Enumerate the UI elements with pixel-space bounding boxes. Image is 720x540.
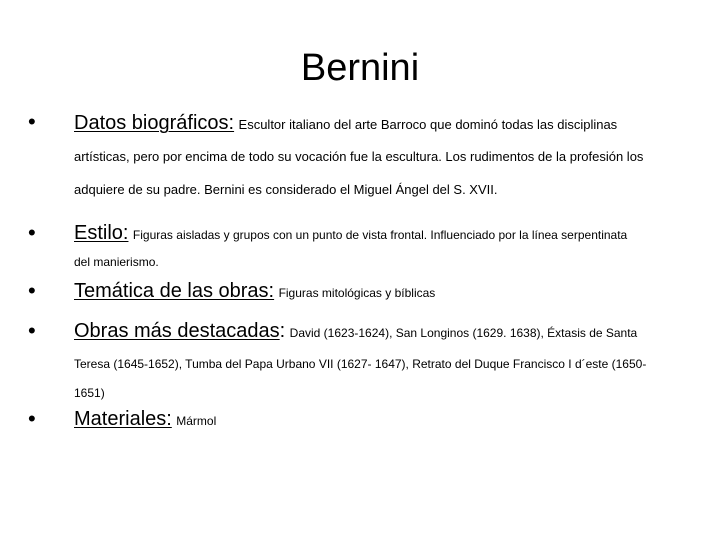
bullet-icon: • — [28, 109, 36, 134]
bullet-icon: • — [28, 406, 36, 431]
bullet-text-line: Figuras aisladas y grupos con un punto de vista frontal. Influenciado por la línea serpentinata — [132, 228, 628, 242]
bullet-text-line: David (1623-1624), San Longinos (1629. 1638), Éxtasis de Santa — [289, 326, 638, 340]
bullet-text-line: del manierismo. — [74, 255, 159, 269]
bullet-heading: Obras más destacadas — [74, 320, 280, 342]
bullet-heading: Materiales: — [74, 408, 172, 430]
bullet-icon: • — [28, 278, 36, 303]
bullet-text-line: Mármol — [176, 414, 217, 428]
bullet-text-line: artísticas, pero por encima de todo su vocación fue la escultura. Los rudimentos de la profesión los — [74, 149, 644, 164]
bullet-text-line: adquiere de su padre. Bernini es considerado el Miguel Ángel del S. XVII. — [74, 182, 498, 197]
bullet-datos-biograficos — [74, 108, 694, 206]
bullet-heading: Temática de las obras: — [74, 280, 275, 302]
bullet-tematica — [74, 276, 694, 308]
bullet-text-line: Teresa (1645-1652), Tumba del Papa Urbano VII (1627- 1647), Retrato del Duque Francisco I d´este (1650- — [74, 357, 647, 371]
bullet-estilo — [74, 218, 694, 274]
bullet-heading-colon: : — [279, 320, 286, 342]
bullet-icon: • — [28, 220, 36, 245]
bullet-icon: • — [28, 318, 36, 343]
slide-title: Bernini — [300, 47, 420, 89]
bullet-text-line: Escultor italiano del arte Barroco que dominó todas las disciplinas — [238, 117, 618, 132]
bullet-text-line: Figuras mitológicas y bíblicas — [278, 286, 436, 300]
bullet-heading: Estilo: — [74, 222, 129, 244]
bullet-text-line: 1651) — [74, 386, 105, 400]
bullet-obras-destacadas — [74, 316, 694, 405]
bullet-materiales — [74, 404, 694, 436]
bullet-heading: Datos biográficos: — [74, 112, 235, 134]
